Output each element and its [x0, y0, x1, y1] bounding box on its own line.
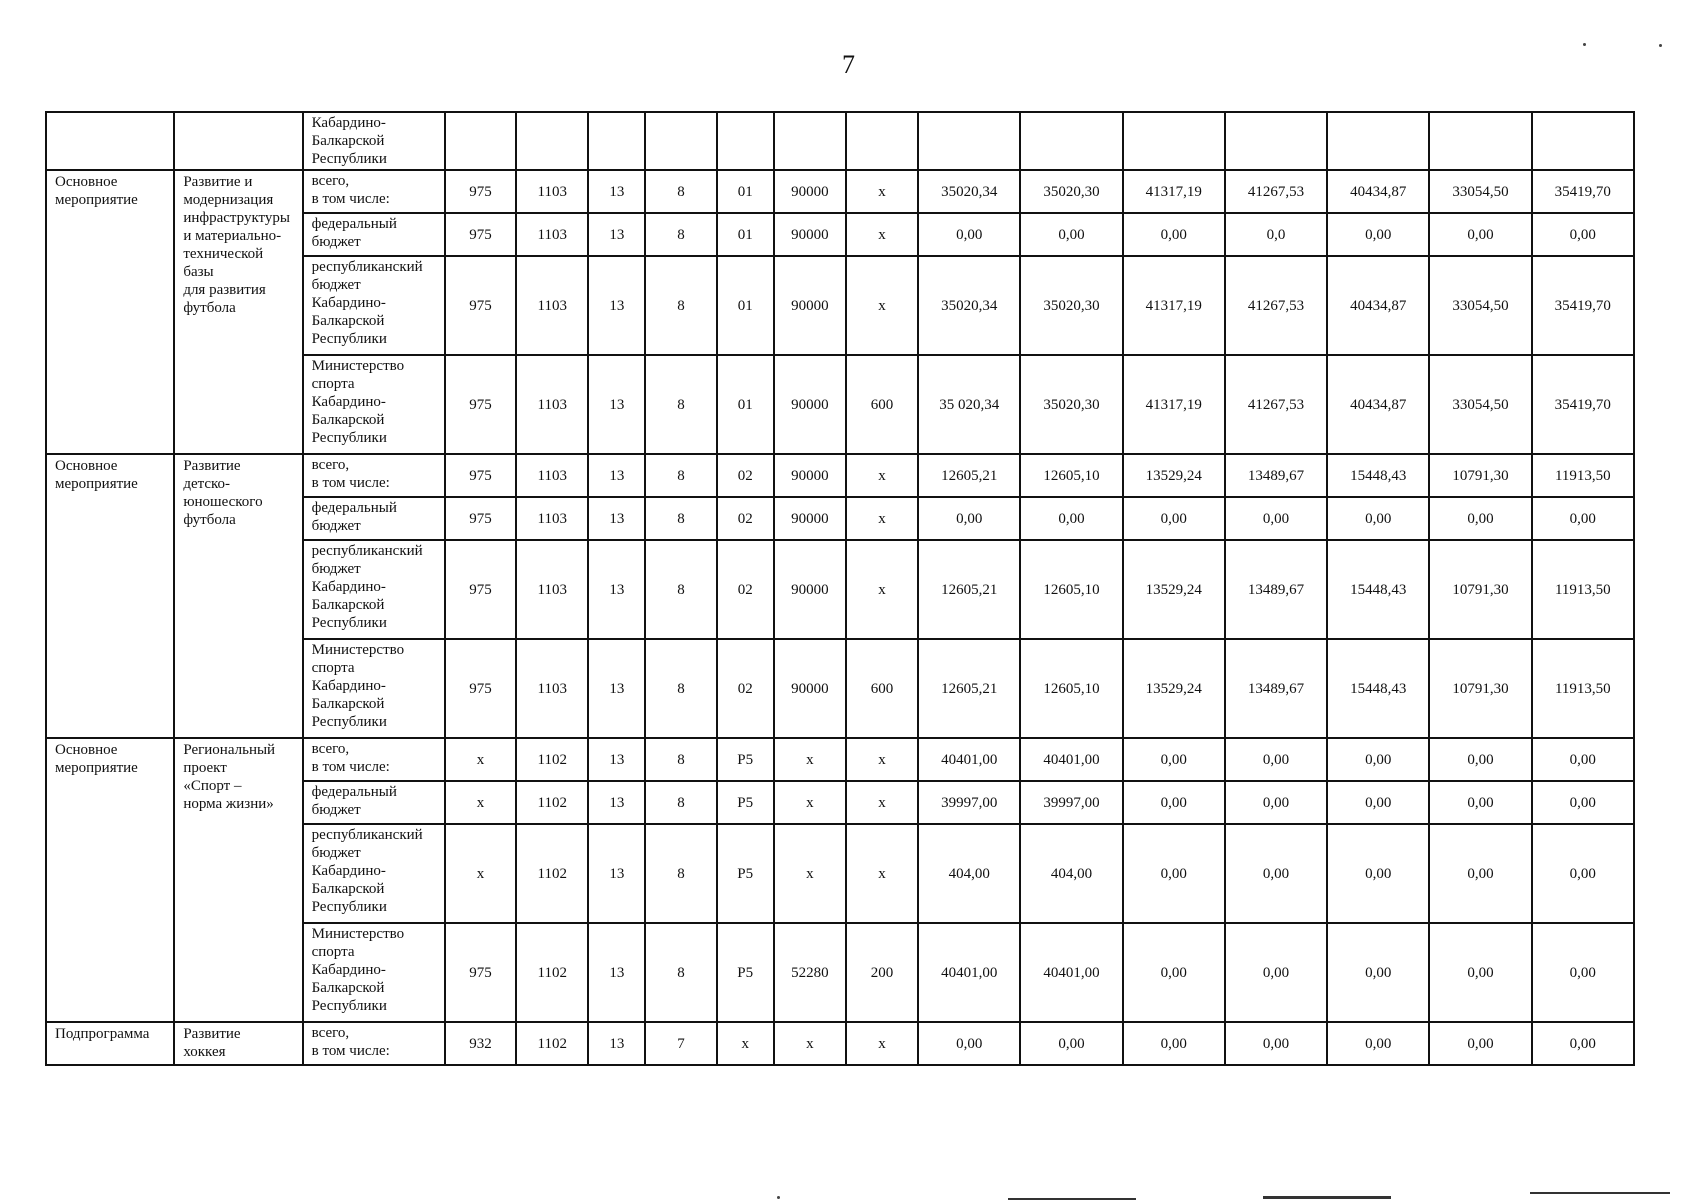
- amount-cell: 0,00: [1429, 781, 1531, 824]
- code-cell: 02: [717, 454, 774, 497]
- amount-cell: 0,00: [1225, 1022, 1327, 1065]
- amount-cell: 0,00: [1123, 738, 1225, 781]
- funding-source-cell: федеральный бюджет: [303, 213, 445, 256]
- code-cell: 1102: [516, 1022, 588, 1065]
- code-cell: 1103: [516, 213, 588, 256]
- amount-cell: 15448,43: [1327, 454, 1429, 497]
- code-cell: 90000: [774, 213, 846, 256]
- code-cell: 13: [588, 454, 645, 497]
- amount-cell: 0,00: [1429, 497, 1531, 540]
- amount-cell: 15448,43: [1327, 540, 1429, 639]
- amount-cell: 0,00: [1327, 497, 1429, 540]
- code-cell: x: [445, 781, 516, 824]
- amount-cell: 0,0: [1225, 213, 1327, 256]
- code-cell: x: [774, 781, 846, 824]
- amount-cell: 40434,87: [1327, 170, 1429, 213]
- activity-name-cell: Развитие и модернизация инфраструктуры и материально- технической базы для развития футбола: [174, 170, 302, 454]
- amount-cell: 0,00: [1429, 923, 1531, 1022]
- amount-cell: 40401,00: [918, 738, 1020, 781]
- amount-cell: 0,00: [1327, 213, 1429, 256]
- amount-cell: 0,00: [1123, 824, 1225, 923]
- amount-cell: 0,00: [918, 1022, 1020, 1065]
- code-cell: x: [846, 738, 918, 781]
- code-cell: x: [846, 454, 918, 497]
- activity-type-cell: Основное мероприятие: [46, 454, 174, 738]
- budget-table: [45, 111, 1635, 1066]
- code-cell: 02: [717, 639, 774, 738]
- code-cell: 02: [717, 497, 774, 540]
- code-cell: 975: [445, 355, 516, 454]
- code-cell: 1103: [516, 497, 588, 540]
- code-cell: 13: [588, 355, 645, 454]
- code-cell: 13: [588, 923, 645, 1022]
- amount-cell: 0,00: [1327, 738, 1429, 781]
- code-cell: 200: [846, 923, 918, 1022]
- amount-cell: 41317,19: [1123, 355, 1225, 454]
- funding-source-cell: Министерство спорта Кабардино- Балкарской Республики: [303, 923, 445, 1022]
- code-cell: 13: [588, 213, 645, 256]
- amount-cell: 0,00: [1020, 497, 1122, 540]
- code-cell: 975: [445, 256, 516, 355]
- code-cell: 90000: [774, 454, 846, 497]
- amount-cell: 13489,67: [1225, 454, 1327, 497]
- amount-cell: 12605,21: [918, 454, 1020, 497]
- scan-speck: [1659, 44, 1662, 47]
- activity-type-cell: Основное мероприятие: [46, 738, 174, 1022]
- amount-cell: 0,00: [1123, 213, 1225, 256]
- amount-cell: 0,00: [1327, 781, 1429, 824]
- activity-name-cell: Развитие детско- юношеского футбола: [174, 454, 302, 738]
- code-cell: 90000: [774, 355, 846, 454]
- code-cell: 13: [588, 1022, 645, 1065]
- amount-cell: 0,00: [1225, 824, 1327, 923]
- amount-cell: 35020,34: [918, 256, 1020, 355]
- code-cell: 1103: [516, 355, 588, 454]
- code-cell: 01: [717, 213, 774, 256]
- amount-cell: 41317,19: [1123, 170, 1225, 213]
- amount-cell: 40434,87: [1327, 355, 1429, 454]
- code-cell: x: [717, 1022, 774, 1065]
- value-cell: [445, 112, 516, 170]
- activity-type-cell: Подпрограмма: [46, 1022, 174, 1065]
- code-cell: 1103: [516, 454, 588, 497]
- funding-source-cell: республиканский бюджет Кабардино- Балкарской Республики: [303, 824, 445, 923]
- amount-cell: 39997,00: [918, 781, 1020, 824]
- amount-cell: 10791,30: [1429, 454, 1531, 497]
- value-cell: [1020, 112, 1122, 170]
- activity-name-cell: Региональный проект «Спорт – норма жизни»: [174, 738, 302, 1022]
- amount-cell: 13529,24: [1123, 454, 1225, 497]
- amount-cell: 35419,70: [1532, 355, 1634, 454]
- amount-cell: 33054,50: [1429, 355, 1531, 454]
- code-cell: 975: [445, 497, 516, 540]
- funding-source-cell: федеральный бюджет: [303, 781, 445, 824]
- amount-cell: 0,00: [1123, 781, 1225, 824]
- value-cell: [1123, 112, 1225, 170]
- code-cell: 8: [645, 170, 716, 213]
- amount-cell: 41267,53: [1225, 170, 1327, 213]
- amount-cell: 0,00: [1225, 738, 1327, 781]
- activity-name-cell: Развитие хоккея: [174, 1022, 302, 1065]
- amount-cell: 12605,10: [1020, 540, 1122, 639]
- table-row: [46, 454, 1634, 497]
- amount-cell: 35419,70: [1532, 256, 1634, 355]
- amount-cell: 12605,21: [918, 540, 1020, 639]
- amount-cell: 10791,30: [1429, 540, 1531, 639]
- amount-cell: 0,00: [1429, 738, 1531, 781]
- amount-cell: 35 020,34: [918, 355, 1020, 454]
- funding-source-cell: республиканский бюджет Кабардино- Балкарской Республики: [303, 256, 445, 355]
- amount-cell: 33054,50: [1429, 170, 1531, 213]
- amount-cell: 35020,30: [1020, 355, 1122, 454]
- code-cell: 1102: [516, 923, 588, 1022]
- amount-cell: 0,00: [1532, 738, 1634, 781]
- amount-cell: 12605,10: [1020, 639, 1122, 738]
- amount-cell: 0,00: [1429, 824, 1531, 923]
- code-cell: 975: [445, 540, 516, 639]
- code-cell: 01: [717, 256, 774, 355]
- amount-cell: 41317,19: [1123, 256, 1225, 355]
- code-cell: 1103: [516, 639, 588, 738]
- code-cell: 975: [445, 213, 516, 256]
- value-cell: [588, 112, 645, 170]
- code-cell: x: [774, 1022, 846, 1065]
- scan-mark: [1263, 1196, 1391, 1199]
- amount-cell: 0,00: [1327, 923, 1429, 1022]
- amount-cell: 40401,00: [1020, 923, 1122, 1022]
- activity-name-cell: [174, 112, 302, 170]
- code-cell: x: [774, 824, 846, 923]
- amount-cell: 0,00: [918, 497, 1020, 540]
- value-cell: [1327, 112, 1429, 170]
- amount-cell: 11913,50: [1532, 540, 1634, 639]
- funding-source-cell: республиканский бюджет Кабардино- Балкарской Республики: [303, 540, 445, 639]
- amount-cell: 0,00: [1123, 497, 1225, 540]
- code-cell: 1102: [516, 781, 588, 824]
- code-cell: 975: [445, 170, 516, 213]
- amount-cell: 12605,10: [1020, 454, 1122, 497]
- code-cell: 01: [717, 355, 774, 454]
- amount-cell: 0,00: [1225, 781, 1327, 824]
- value-cell: [717, 112, 774, 170]
- amount-cell: 33054,50: [1429, 256, 1531, 355]
- amount-cell: 40401,00: [918, 923, 1020, 1022]
- amount-cell: 0,00: [1327, 1022, 1429, 1065]
- code-cell: 975: [445, 923, 516, 1022]
- code-cell: 1103: [516, 170, 588, 213]
- funding-source-cell: федеральный бюджет: [303, 497, 445, 540]
- code-cell: x: [846, 213, 918, 256]
- activity-type-cell: [46, 112, 174, 170]
- code-cell: 52280: [774, 923, 846, 1022]
- code-cell: P5: [717, 923, 774, 1022]
- code-cell: 8: [645, 738, 716, 781]
- scan-speck: [777, 1196, 780, 1199]
- code-cell: P5: [717, 781, 774, 824]
- amount-cell: 0,00: [1532, 824, 1634, 923]
- code-cell: 13: [588, 256, 645, 355]
- scan-mark: [1530, 1192, 1670, 1194]
- amount-cell: 0,00: [1225, 497, 1327, 540]
- amount-cell: 404,00: [918, 824, 1020, 923]
- value-cell: [645, 112, 716, 170]
- amount-cell: 41267,53: [1225, 256, 1327, 355]
- code-cell: 13: [588, 540, 645, 639]
- funding-source-cell: всего, в том числе:: [303, 170, 445, 213]
- amount-cell: 0,00: [918, 213, 1020, 256]
- funding-source-cell: Министерство спорта Кабардино- Балкарской Республики: [303, 639, 445, 738]
- code-cell: 13: [588, 824, 645, 923]
- table-row: [46, 112, 1634, 170]
- code-cell: x: [846, 1022, 918, 1065]
- code-cell: x: [846, 781, 918, 824]
- code-cell: 13: [588, 639, 645, 738]
- funding-source-cell: всего, в том числе:: [303, 738, 445, 781]
- code-cell: 02: [717, 540, 774, 639]
- code-cell: 01: [717, 170, 774, 213]
- amount-cell: 0,00: [1327, 824, 1429, 923]
- code-cell: P5: [717, 824, 774, 923]
- amount-cell: 35020,34: [918, 170, 1020, 213]
- code-cell: 600: [846, 355, 918, 454]
- funding-source-cell: всего, в том числе:: [303, 1022, 445, 1065]
- code-cell: 8: [645, 639, 716, 738]
- code-cell: x: [846, 170, 918, 213]
- code-cell: 90000: [774, 170, 846, 213]
- activity-type-cell: Основное мероприятие: [46, 170, 174, 454]
- table-row: [46, 738, 1634, 781]
- value-cell: [1429, 112, 1531, 170]
- code-cell: x: [846, 824, 918, 923]
- value-cell: [918, 112, 1020, 170]
- amount-cell: 13489,67: [1225, 540, 1327, 639]
- amount-cell: 0,00: [1532, 781, 1634, 824]
- code-cell: 90000: [774, 639, 846, 738]
- amount-cell: 41267,53: [1225, 355, 1327, 454]
- code-cell: 8: [645, 497, 716, 540]
- scan-speck: [1583, 43, 1586, 46]
- code-cell: 8: [645, 454, 716, 497]
- code-cell: 8: [645, 213, 716, 256]
- amount-cell: 35020,30: [1020, 256, 1122, 355]
- amount-cell: 0,00: [1532, 1022, 1634, 1065]
- code-cell: x: [445, 738, 516, 781]
- code-cell: 90000: [774, 540, 846, 639]
- code-cell: 1103: [516, 540, 588, 639]
- code-cell: 8: [645, 355, 716, 454]
- amount-cell: 10791,30: [1429, 639, 1531, 738]
- amount-cell: 13529,24: [1123, 639, 1225, 738]
- amount-cell: 11913,50: [1532, 454, 1634, 497]
- table-row: [46, 1022, 1634, 1065]
- code-cell: 8: [645, 781, 716, 824]
- code-cell: x: [774, 738, 846, 781]
- amount-cell: 12605,21: [918, 639, 1020, 738]
- code-cell: 8: [645, 824, 716, 923]
- amount-cell: 13489,67: [1225, 639, 1327, 738]
- funding-source-cell: всего, в том числе:: [303, 454, 445, 497]
- amount-cell: 0,00: [1532, 497, 1634, 540]
- code-cell: 13: [588, 170, 645, 213]
- value-cell: [1225, 112, 1327, 170]
- amount-cell: 0,00: [1020, 1022, 1122, 1065]
- amount-cell: 11913,50: [1532, 639, 1634, 738]
- code-cell: 8: [645, 256, 716, 355]
- amount-cell: 35419,70: [1532, 170, 1634, 213]
- amount-cell: 0,00: [1123, 923, 1225, 1022]
- code-cell: 90000: [774, 497, 846, 540]
- code-cell: 1103: [516, 256, 588, 355]
- page-number: 7: [842, 50, 855, 79]
- amount-cell: 0,00: [1429, 1022, 1531, 1065]
- code-cell: 975: [445, 454, 516, 497]
- amount-cell: 0,00: [1225, 923, 1327, 1022]
- amount-cell: 40434,87: [1327, 256, 1429, 355]
- code-cell: 600: [846, 639, 918, 738]
- amount-cell: 0,00: [1532, 923, 1634, 1022]
- code-cell: 7: [645, 1022, 716, 1065]
- amount-cell: 0,00: [1123, 1022, 1225, 1065]
- code-cell: 13: [588, 738, 645, 781]
- code-cell: 8: [645, 923, 716, 1022]
- amount-cell: 0,00: [1532, 213, 1634, 256]
- code-cell: 932: [445, 1022, 516, 1065]
- code-cell: x: [445, 824, 516, 923]
- code-cell: P5: [717, 738, 774, 781]
- code-cell: 13: [588, 497, 645, 540]
- value-cell: [1532, 112, 1634, 170]
- funding-source-cell: Кабардино- Балкарской Республики: [303, 112, 445, 170]
- amount-cell: 15448,43: [1327, 639, 1429, 738]
- code-cell: 90000: [774, 256, 846, 355]
- amount-cell: 35020,30: [1020, 170, 1122, 213]
- funding-source-cell: Министерство спорта Кабардино- Балкарской Республики: [303, 355, 445, 454]
- code-cell: 8: [645, 540, 716, 639]
- code-cell: x: [846, 256, 918, 355]
- amount-cell: 13529,24: [1123, 540, 1225, 639]
- code-cell: x: [846, 540, 918, 639]
- amount-cell: 39997,00: [1020, 781, 1122, 824]
- table-row: [46, 170, 1634, 213]
- amount-cell: 40401,00: [1020, 738, 1122, 781]
- value-cell: [774, 112, 846, 170]
- code-cell: x: [846, 497, 918, 540]
- amount-cell: 0,00: [1429, 213, 1531, 256]
- value-cell: [516, 112, 588, 170]
- code-cell: 1102: [516, 738, 588, 781]
- code-cell: 13: [588, 781, 645, 824]
- code-cell: 1102: [516, 824, 588, 923]
- amount-cell: 0,00: [1020, 213, 1122, 256]
- amount-cell: 404,00: [1020, 824, 1122, 923]
- code-cell: 975: [445, 639, 516, 738]
- value-cell: [846, 112, 918, 170]
